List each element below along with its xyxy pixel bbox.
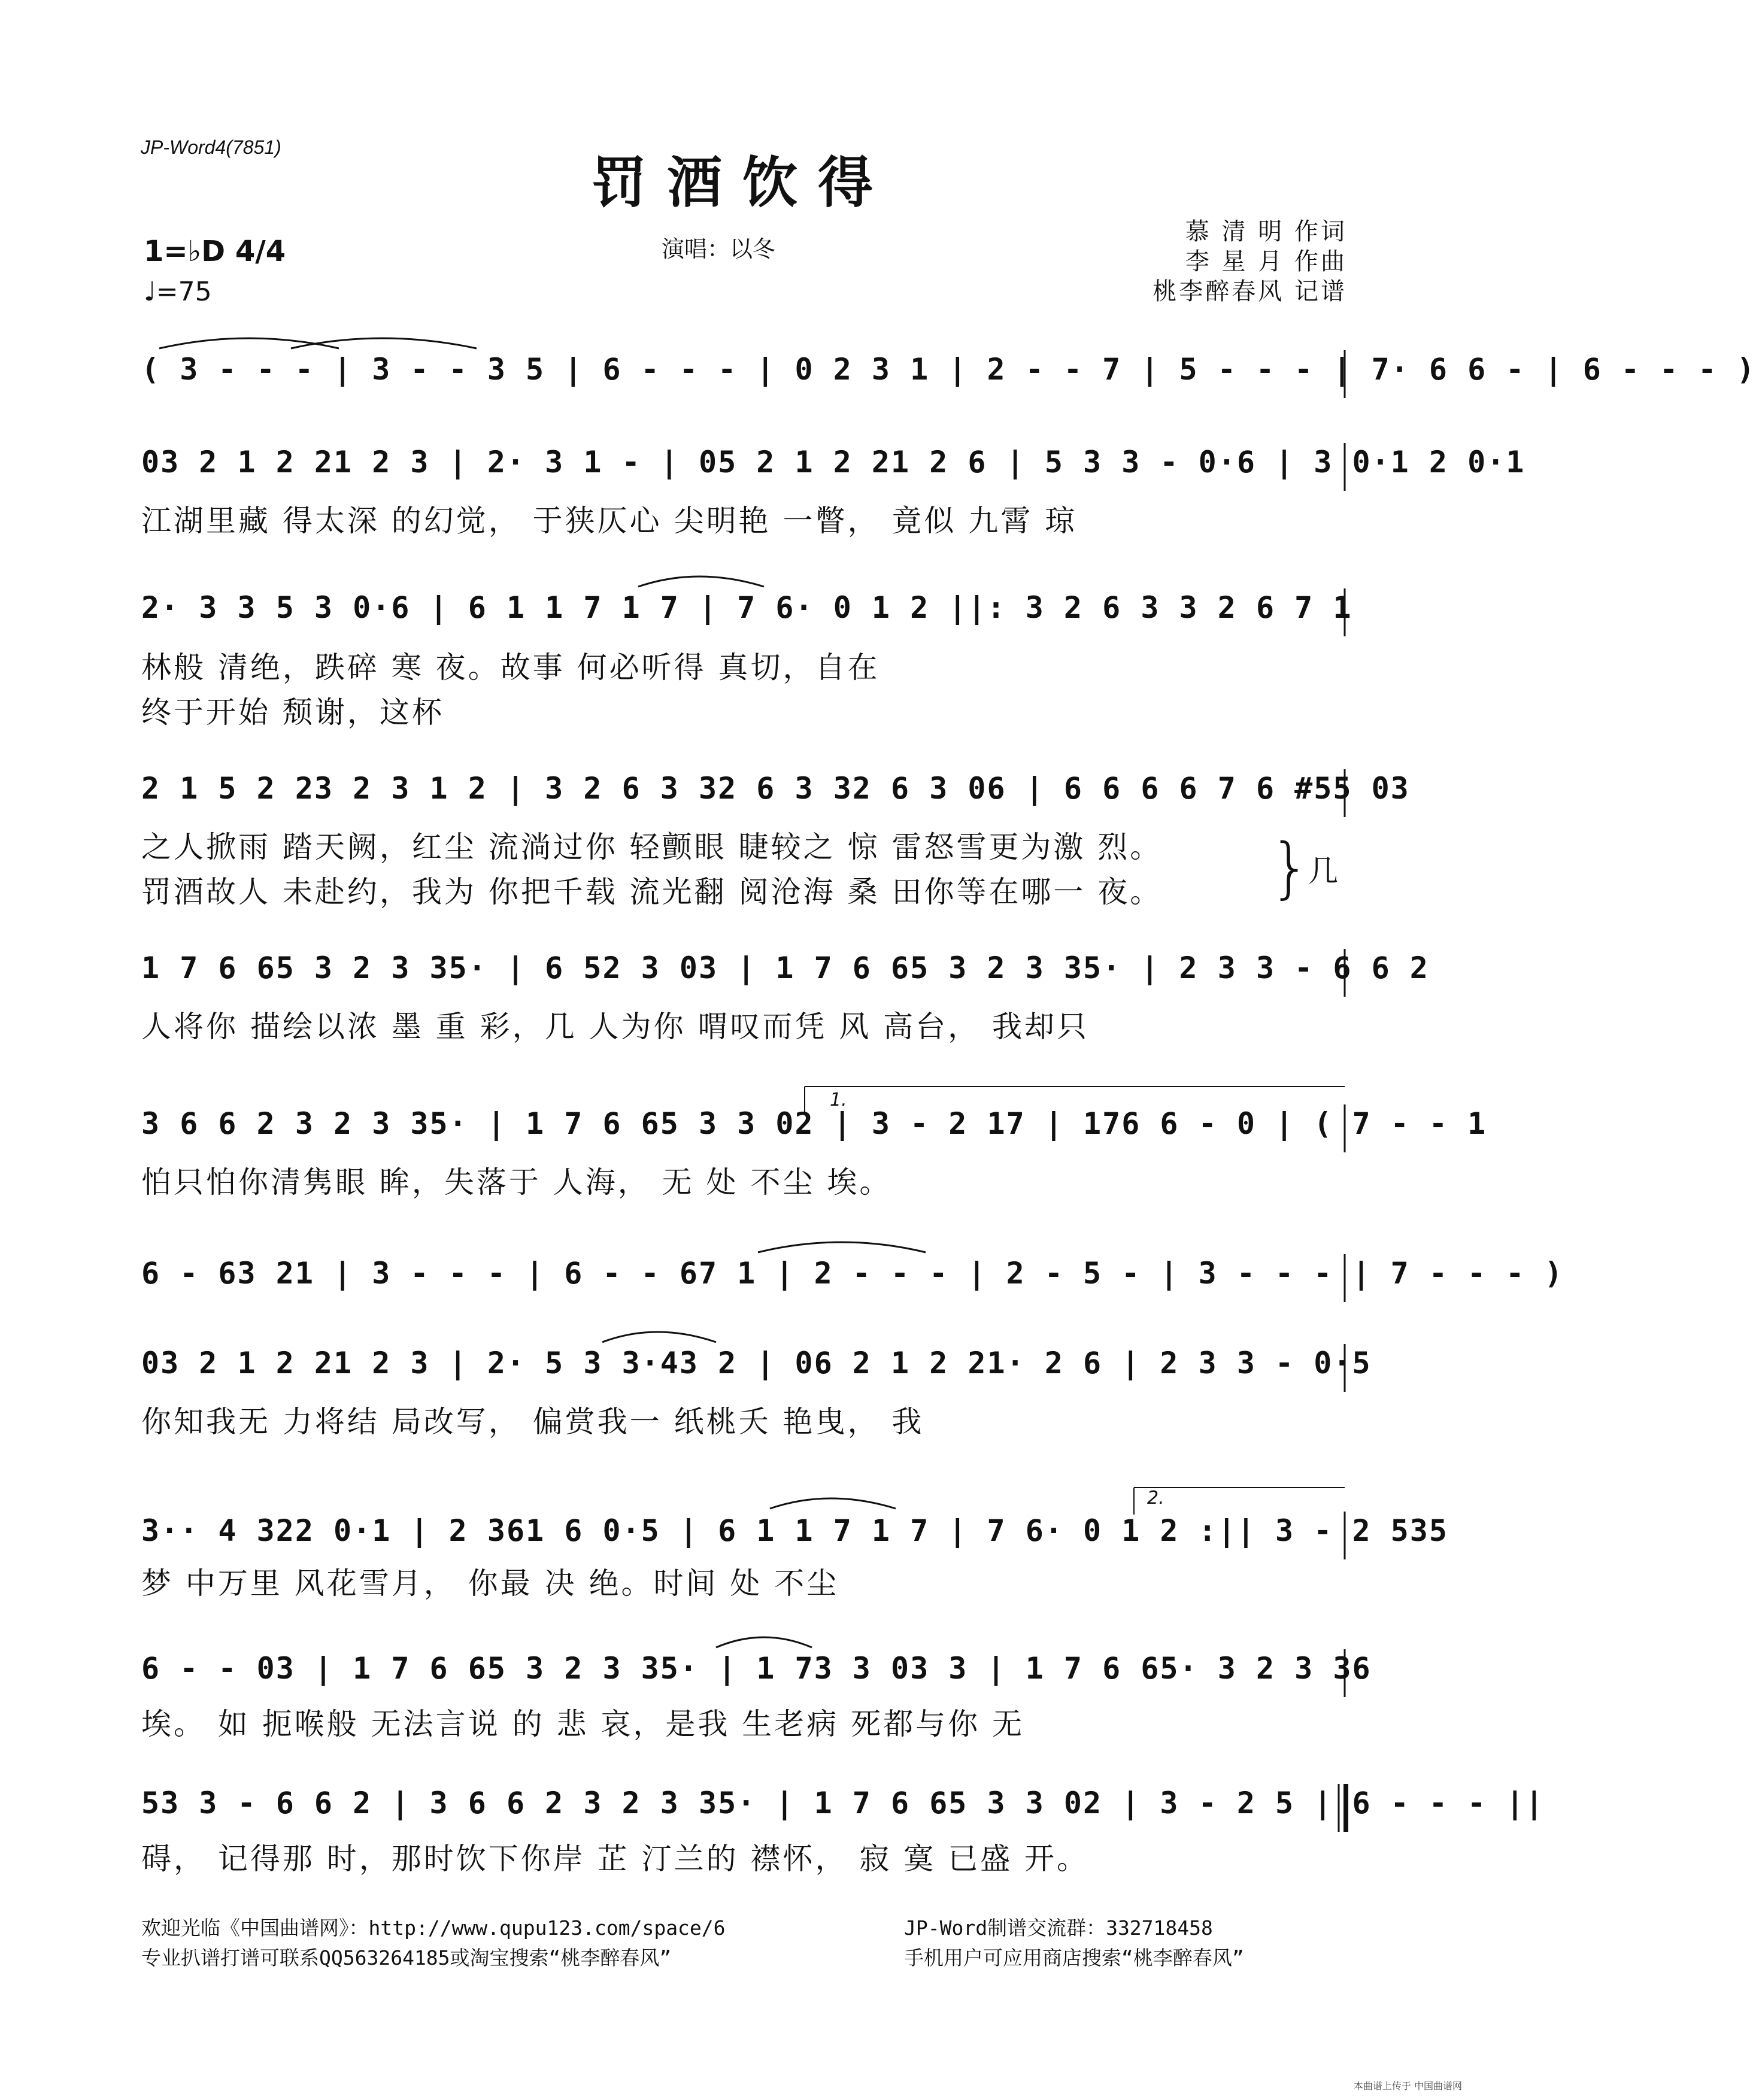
upload-stamp: 本曲谱上传于 中国曲谱网 [1353,2080,1462,2092]
lyric-line-9: 梦 中万里 风花雪月， 你最 决 绝。时间 处 不尘 [141,1566,839,1601]
notes-line-11: 53 3 - 6 6 2 | 3 6 6 2 3 2 3 35· | 1 7 6 65 3 3 02 | 3 - 2 5 | 6 - - - || [141,1786,1545,1820]
lyricist-credit: 慕 清 明 作词 [1185,218,1347,245]
notes-line-7: 6 - 63 21 | 3 - - - | 6 - - 67 1 | 2 - - - | 2 - 5 - | 3 - - - | 7 - - - ) [141,1256,1564,1291]
notes-line-1: ( 3 - - - | 3 - - 3 5 | 6 - - - | 0 2 3 1 | 2 - - 7 | 5 - - - | 7· 6 6 - | 6 - - - ) [141,352,1756,387]
footer-contact-line: 专业扒谱打谱可联系QQ563264185或淘宝搜索“桃李醉春风” [141,1946,672,1969]
staff-line-6 [141,1090,1487,1164]
staff-line-3 [141,579,1351,648]
notes-line-6: 3 6 6 2 3 2 3 35· | 1 7 6 65 3 3 02 | 3 - 2 17 | 176 6 - 0 | ( 7 - - 1 [141,1106,1487,1141]
notes-line-9: 3·· 4 322 0·1 | 2 361 6 0·5 | 6 1 1 7 1 7 | 7 6· 0 1 2 :|| 3 - 2 535 [141,1513,1448,1548]
notes-line-4: 2 1 5 2 23 2 3 1 2 | 3 2 6 3 32 6 3 32 6 3 06 | 6 6 6 6 7 6 #55 03 [141,771,1410,806]
staff-line-10 [141,1640,1372,1709]
song-title: 罚酒饮得 [591,150,893,215]
staff-line-11 [141,1775,1545,1844]
side-note: 几 [1308,854,1338,888]
staff-line-2 [141,434,1525,503]
lyric-line-3a: 林般 清绝，跌碎 寒 夜。故事 何必听得 真切，自在 [141,650,880,685]
notes-line-2: 03 2 1 2 21 2 3 | 2· 3 1 - | 05 2 1 2 21 2 6 | 5 3 3 - 0·6 | 3 0·1 2 0·1 [141,445,1525,480]
footer-app-line: 手机用户可应用商店搜索“桃李醉春风” [904,1946,1244,1969]
lyric-line-5: 人将你 描绘以浓 墨 重 彩，几 人为你 喟叹而凭 风 高台， 我却只 [141,1009,1090,1044]
staff-line-5 [141,940,1429,1009]
brace-icon: } [1269,829,1311,906]
volta-2-label: 2. [1147,1488,1164,1509]
transcriber-credit: 桃李醉春风 记谱 [1153,278,1347,305]
notes-line-8: 03 2 1 2 21 2 3 | 2· 5 3 3·43 2 | 06 2 1 2 21· 2 6 | 2 3 3 - 0·5 [141,1346,1372,1380]
lyric-line-2: 江湖里藏 得太深 的幻觉， 于狭仄心 尖明艳 一瞥， 竟似 九霄 琼 [141,503,1078,538]
notes-line-3: 2· 3 3 5 3 0·6 | 6 1 1 7 1 7 | 7 6· 0 1 2 ||: 3 2 6 3 3 2 6 7 1 [141,590,1352,625]
lyric-line-4a: 之人掀雨 踏天阙，红尘 流淌过你 轻颤眼 睫较之 惊 雷怒雪更为激 烈。 [141,830,1163,864]
lyric-line-10: 埃。 如 扼喉般 无法言说 的 悲 哀，是我 生老病 死都与你 无 [141,1707,1025,1741]
singer: 演唱：以冬 [662,236,776,262]
staff-line-7 [141,1245,1564,1314]
composer-credit: 李 星 月 作曲 [1185,248,1347,275]
lyric-line-3b: 终于开始 颓谢，这杯 [141,695,444,730]
footer-site-line: 欢迎光临《中国曲谱网》：http://www.qupu123.com/space/6 [141,1916,726,1940]
staff-line-1 [141,341,1756,410]
lyric-line-11: 碍， 记得那 时，那时饮下你岸 芷 汀兰的 襟怀， 寂 寞 已盛 开。 [141,1841,1090,1876]
software-label: JP-Word4(7851) [141,136,281,158]
volta-1-label: 1. [830,1090,847,1110]
lyric-line-8: 你知我无 力将结 局改写， 偏赏我一 纸桃夭 艳曳， 我 [141,1404,924,1439]
staff-line-4 [141,760,1410,829]
notes-line-10: 6 - - 03 | 1 7 6 65 3 2 3 35· | 1 73 3 03 3 | 1 7 6 65· 3 2 3 36 [141,1651,1372,1686]
tempo-marking: ♩=75 [144,277,212,307]
notes-line-5: 1 7 6 65 3 2 3 35· | 6 52 3 03 | 1 7 6 65 3 2 3 35· | 2 3 3 - 6 6 2 [141,951,1429,985]
staff-line-8 [141,1335,1372,1404]
footer-group-line: JP-Word制谱交流群：332718458 [904,1916,1213,1940]
lyric-line-4b: 罚酒故人 未赴约，我为 你把千载 流光翻 阅沧海 桑 田你等在哪一 夜。 [141,875,1163,909]
key-signature: 1=♭D 4/4 [144,235,286,268]
lyric-line-6: 怕只怕你清隽眼 眸，失落于 人海， 无 处 不尘 埃。 [141,1165,892,1200]
